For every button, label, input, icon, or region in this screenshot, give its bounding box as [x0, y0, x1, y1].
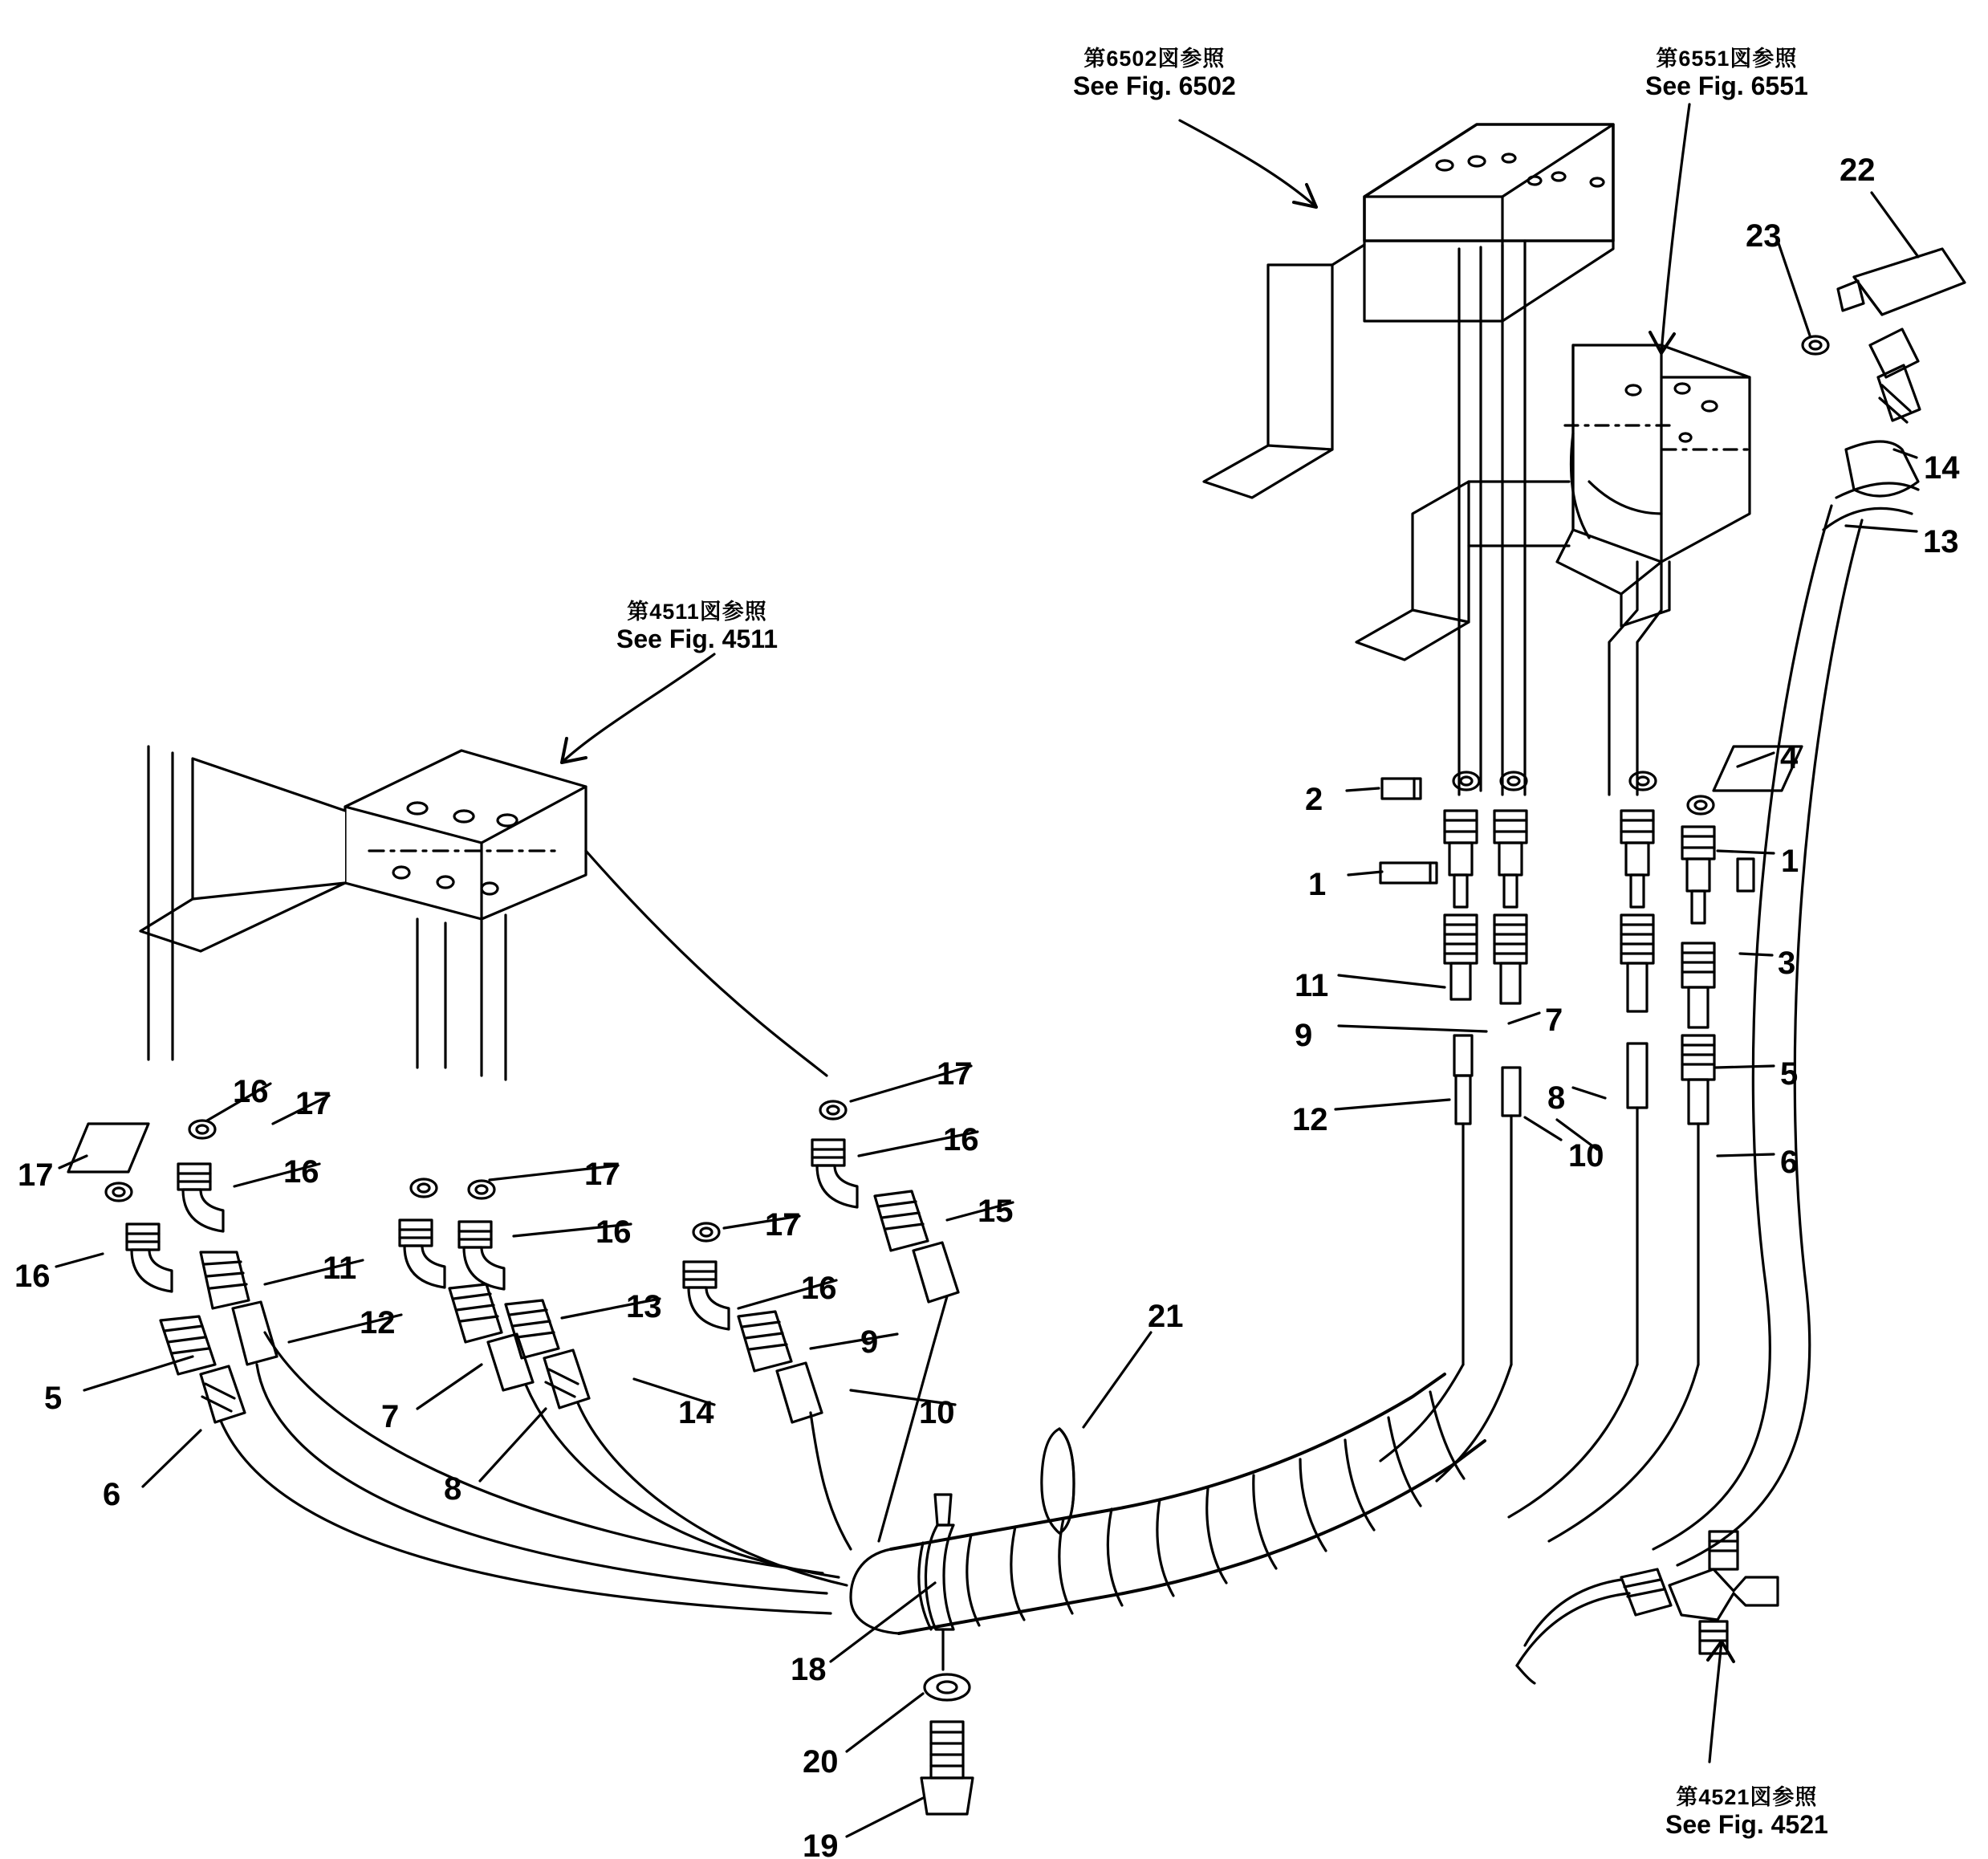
callout-number: 16 [943, 1122, 979, 1157]
callout-number: 1 [1781, 844, 1799, 879]
callout-number: 1 [1308, 867, 1327, 902]
callout-number: 9 [860, 1324, 879, 1360]
callout-number: 17 [937, 1056, 973, 1092]
callout-number: 13 [626, 1289, 662, 1324]
callout-number: 11 [1295, 968, 1329, 1003]
callout-number: 14 [678, 1395, 714, 1430]
callout-number: 5 [1780, 1056, 1799, 1092]
callout-number: 2 [1305, 782, 1323, 817]
callout-number: 19 [803, 1828, 839, 1859]
callout-number: 8 [444, 1471, 462, 1507]
callout-number: 7 [381, 1399, 400, 1434]
figure-reference-6502-en: See Fig. 6502 [1073, 71, 1236, 101]
callout-number: 17 [295, 1086, 331, 1121]
callout-number: 16 [596, 1214, 632, 1250]
figure-reference-6551-en: See Fig. 6551 [1645, 71, 1808, 101]
figure-reference-4511 [616, 600, 778, 654]
callout-number: 9 [1295, 1018, 1313, 1053]
figure-reference-4521-jp: 第4521図参照 [1676, 1785, 1818, 1809]
callout-number: 4 [1780, 740, 1799, 775]
callout-number: 17 [765, 1207, 801, 1243]
callout-number: 10 [919, 1395, 955, 1430]
callout-number: 17 [584, 1157, 620, 1192]
figure-reference-4521 [1665, 1785, 1828, 1840]
callout-number: 16 [283, 1154, 319, 1190]
figure-reference-4511-en: See Fig. 4511 [616, 624, 779, 654]
callout-number: 16 [14, 1259, 51, 1294]
callout-number: 6 [1780, 1145, 1799, 1180]
callout-number: 18 [791, 1652, 827, 1687]
callout-number: 6 [103, 1477, 121, 1512]
callout-number: 17 [18, 1157, 54, 1193]
callout-number: 15 [978, 1194, 1014, 1229]
callout-number: 8 [1547, 1080, 1566, 1116]
figure-reference-4511-jp: 第4511図参照 [627, 600, 767, 624]
callout-number: 23 [1746, 218, 1782, 254]
callout-number: 3 [1778, 946, 1796, 981]
callout-number: 13 [1923, 524, 1959, 559]
callout-number: 20 [803, 1744, 839, 1780]
callout-number: 12 [1292, 1102, 1328, 1137]
callout-number: 21 [1148, 1299, 1184, 1334]
callout-number: 10 [1568, 1138, 1604, 1174]
figure-reference-6502 [1073, 47, 1236, 101]
figure-reference-6551 [1645, 47, 1808, 101]
figure-reference-4521-en: See Fig. 4521 [1665, 1810, 1828, 1840]
figure-reference-6502-jp: 第6502図参照 [1083, 47, 1226, 71]
callout-number: 22 [1840, 153, 1876, 188]
callout-number: 12 [360, 1305, 396, 1340]
callout-number: 16 [233, 1074, 269, 1109]
callout-number: 16 [801, 1271, 837, 1306]
callout-number: 5 [44, 1381, 63, 1416]
callout-number: 11 [323, 1251, 357, 1286]
callout-number: 14 [1924, 450, 1960, 486]
figure-reference-6551-jp: 第6551図参照 [1656, 47, 1798, 71]
callout-number: 7 [1545, 1003, 1563, 1038]
